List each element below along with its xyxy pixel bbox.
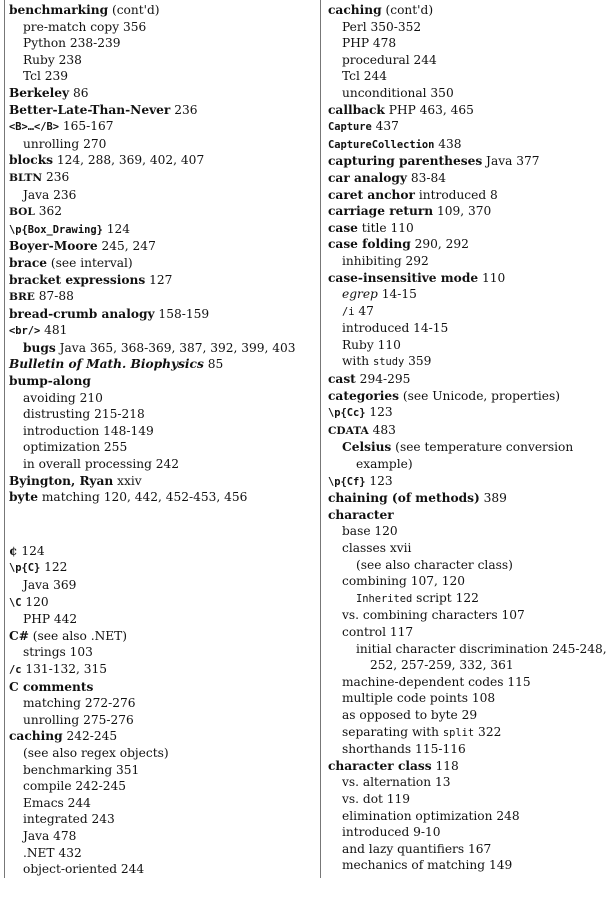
entry-term: Berkeley bbox=[9, 85, 70, 100]
index-entry bbox=[328, 371, 612, 388]
subentry-text: inhibiting 292 bbox=[342, 253, 429, 268]
subentry-text: (see also regex objects) bbox=[23, 745, 169, 760]
subentry-text: unrolling 275-276 bbox=[23, 712, 134, 727]
subentry-text: .NET 432 bbox=[23, 845, 82, 860]
entry-term-code: CaptureCollection bbox=[328, 138, 435, 151]
entry-term: CDATA bbox=[328, 424, 369, 437]
entry-term: Celsius bbox=[342, 440, 392, 455]
index-subentry bbox=[9, 68, 304, 85]
index-entry bbox=[9, 118, 304, 136]
subentry-code: /i bbox=[342, 305, 355, 318]
left-column-rule bbox=[4, 0, 5, 878]
index-subentry bbox=[328, 707, 612, 724]
entry-term: byte bbox=[9, 490, 38, 505]
index-subentry bbox=[328, 808, 612, 825]
subentry-text: Tcl 244 bbox=[342, 69, 388, 84]
entry-term-code: Capture bbox=[328, 121, 372, 134]
index-subentry bbox=[9, 795, 304, 812]
entry-locators: matching 120, 442, 452-453, 456 bbox=[38, 490, 248, 505]
index-entry bbox=[9, 169, 304, 187]
index-subentry bbox=[9, 423, 304, 440]
index-subentry bbox=[9, 745, 304, 762]
index-entry bbox=[9, 473, 304, 490]
subentry-text: control 117 bbox=[342, 624, 414, 639]
entry-term: Boyer-Moore bbox=[9, 239, 98, 254]
index-subentry bbox=[328, 573, 612, 590]
subentry-code: study bbox=[372, 356, 405, 369]
subentry-text: vs. dot 119 bbox=[342, 791, 411, 806]
entry-term: case folding bbox=[328, 237, 411, 252]
index-subentry bbox=[328, 540, 612, 557]
index-entry bbox=[9, 728, 304, 745]
entry-locators: 437 bbox=[371, 119, 399, 134]
entry-term bbox=[9, 119, 59, 133]
subentry-text: Java 478 bbox=[23, 828, 77, 843]
subentry-text: elimination optimization 248 bbox=[342, 808, 520, 823]
subentry-text: unrolling 270 bbox=[23, 136, 107, 151]
subentry-text: PHP 442 bbox=[23, 612, 78, 627]
index-subentry bbox=[9, 577, 304, 594]
entry-term: benchmarking bbox=[9, 3, 109, 17]
entry-locators: title 110 bbox=[357, 220, 414, 235]
index-subentry bbox=[328, 337, 612, 354]
entry-term: bugs bbox=[23, 340, 56, 355]
subentry-text: base 120 bbox=[342, 524, 398, 539]
entry-locators: 87-88 bbox=[34, 289, 74, 304]
index-subentry bbox=[328, 353, 612, 371]
index-entry bbox=[9, 373, 304, 390]
subentry-code: Inherited bbox=[356, 592, 413, 605]
index-subentry bbox=[9, 406, 304, 423]
entry-term-code: /c bbox=[9, 663, 22, 676]
index-subentry bbox=[9, 778, 304, 795]
index-entry bbox=[328, 388, 612, 405]
entry-locators: 122 bbox=[40, 560, 68, 575]
index-subentry bbox=[328, 19, 612, 36]
subentry-text: object-oriented 244 bbox=[23, 862, 145, 877]
index-subentry bbox=[328, 741, 612, 758]
index-subentry bbox=[328, 286, 612, 303]
entry-term: categories bbox=[328, 388, 400, 403]
entry-term bbox=[9, 560, 40, 574]
subentry-text: classes xvii bbox=[342, 541, 412, 555]
subentry-text: introduced 9-10 bbox=[342, 825, 441, 840]
index-entry bbox=[9, 306, 304, 323]
index-column-left bbox=[9, 2, 304, 878]
index-entry bbox=[328, 236, 612, 253]
index-subentry bbox=[328, 35, 612, 52]
entry-term: chaining (of methods) bbox=[328, 491, 480, 506]
section-gap bbox=[9, 506, 304, 543]
entry-term: bump-along bbox=[9, 374, 91, 389]
subentry-text: Perl 350-352 bbox=[342, 19, 422, 34]
entry-term: callback bbox=[328, 102, 385, 117]
index-subentry bbox=[9, 187, 304, 204]
index-entry bbox=[9, 340, 304, 357]
entry-locators: 165-167 bbox=[59, 119, 114, 134]
index-entry bbox=[328, 490, 612, 507]
entry-term: blocks bbox=[9, 153, 54, 168]
entry-locators: 123 bbox=[365, 405, 393, 420]
subentry-text: 14-15 bbox=[377, 287, 417, 302]
entry-term bbox=[328, 119, 372, 133]
entry-term: Byington, Ryan bbox=[9, 473, 114, 488]
index-subentry bbox=[328, 857, 612, 874]
entry-term: bread-crumb analogy bbox=[9, 306, 155, 321]
subentry-text: script 122 bbox=[412, 590, 479, 605]
index-subentry bbox=[9, 390, 304, 407]
index-column-right bbox=[328, 2, 612, 874]
index-subentry bbox=[9, 845, 304, 862]
entry-locators: (see temperature conversion example) bbox=[356, 440, 574, 472]
index-entry bbox=[9, 102, 304, 119]
index-subentry bbox=[328, 590, 612, 608]
index-entry bbox=[9, 152, 304, 169]
entry-term-code: <B>…</B> bbox=[9, 121, 60, 134]
subentry-term: egrep bbox=[342, 287, 378, 302]
subentry-text: 47 bbox=[354, 303, 374, 318]
index-subentry bbox=[9, 136, 304, 153]
index-entry bbox=[9, 238, 304, 255]
subentry-text: Java 369 bbox=[23, 578, 77, 592]
entry-term bbox=[9, 662, 22, 676]
entry-locators: (cont'd) bbox=[381, 3, 434, 17]
entry-term: Better-Late-Than-Never bbox=[9, 102, 171, 117]
index-entry bbox=[9, 628, 304, 645]
entry-term: character bbox=[328, 507, 394, 522]
subentry-text: and lazy quantifiers 167 bbox=[342, 841, 492, 856]
index-entry bbox=[328, 203, 612, 220]
index-subentry bbox=[328, 52, 612, 69]
index-entry bbox=[9, 255, 304, 272]
subentry-text: Python 238-239 bbox=[23, 36, 121, 51]
index-entry bbox=[328, 170, 612, 187]
entry-term: character class bbox=[328, 758, 432, 773]
subentry-text: optimization 255 bbox=[23, 440, 128, 455]
subentry-text: Tcl 239 bbox=[23, 69, 69, 84]
index-entry bbox=[9, 489, 304, 506]
index-entry bbox=[9, 85, 304, 102]
index-entry bbox=[9, 221, 304, 239]
index-subentry bbox=[9, 35, 304, 52]
entry-term: car analogy bbox=[328, 170, 407, 185]
index-subentry bbox=[9, 19, 304, 36]
index-entry bbox=[9, 543, 304, 560]
index-entry bbox=[328, 473, 612, 491]
index-entry bbox=[328, 153, 612, 170]
subentry-text: initial character discrimination 245-248, 252, 257-259, 332, 361 bbox=[356, 641, 607, 673]
entry-term-code: <br/> bbox=[9, 325, 41, 338]
index-subentry bbox=[328, 68, 612, 85]
entry-locators: introduced 8 bbox=[414, 187, 498, 202]
entry-term: ¢ bbox=[9, 543, 18, 558]
index-entry bbox=[9, 322, 304, 340]
entry-term: C# bbox=[9, 628, 29, 643]
subentry-text: unconditional 350 bbox=[342, 85, 454, 100]
entry-term-code: \p{C} bbox=[9, 562, 41, 575]
entry-term bbox=[9, 323, 40, 337]
entry-locators: 483 bbox=[368, 422, 396, 437]
index-subentry bbox=[328, 85, 612, 102]
subentry-text: Java 236 bbox=[23, 187, 77, 202]
index-subentry bbox=[328, 674, 612, 691]
entry-term bbox=[9, 222, 103, 236]
subentry-text: multiple code points 108 bbox=[342, 691, 496, 706]
index-subentry bbox=[328, 320, 612, 337]
index-entry bbox=[328, 404, 612, 422]
index-subentry bbox=[328, 523, 612, 540]
index-subentry bbox=[9, 644, 304, 661]
entry-term: Bulletin of Math. Biophysics bbox=[9, 357, 204, 372]
entry-term: bracket expressions bbox=[9, 272, 146, 287]
entry-locators: Java 377 bbox=[482, 154, 540, 169]
index-subentry bbox=[9, 611, 304, 628]
entry-locators: 236 bbox=[170, 102, 198, 117]
index-entry bbox=[9, 356, 304, 373]
index-entry bbox=[9, 679, 304, 696]
subentry-text: matching 272-276 bbox=[23, 696, 136, 711]
entry-locators: 294-295 bbox=[355, 372, 411, 387]
subentry-text: benchmarking 351 bbox=[23, 762, 140, 777]
entry-locators: 109, 370 bbox=[433, 204, 492, 219]
index-subentry bbox=[328, 824, 612, 841]
entry-term: caching bbox=[328, 3, 382, 17]
entry-term bbox=[328, 137, 434, 151]
index-subentry bbox=[9, 439, 304, 456]
subentry-text: in overall processing 242 bbox=[23, 457, 180, 472]
subentry-text: Ruby 238 bbox=[23, 52, 82, 67]
subentry-text: shorthands 115-116 bbox=[342, 742, 466, 757]
subentry-code: split bbox=[442, 726, 475, 739]
subentry-text: machine-dependent codes 115 bbox=[342, 674, 531, 689]
subentry-locators: 359 bbox=[404, 354, 432, 369]
index-entry bbox=[328, 136, 612, 154]
subentry-text: separating with bbox=[342, 724, 443, 739]
index-entry bbox=[328, 422, 612, 440]
index-entry bbox=[9, 559, 304, 577]
entry-locators: 120 bbox=[21, 594, 49, 609]
entry-term: case-insensitive mode bbox=[328, 270, 479, 285]
index-subentry bbox=[9, 762, 304, 779]
entry-locators: 389 bbox=[479, 491, 507, 506]
entry-term: caching bbox=[9, 729, 63, 744]
index-subentry bbox=[328, 253, 612, 270]
entry-locators: 290, 292 bbox=[410, 237, 469, 252]
subentry-text: mechanics of matching 149 bbox=[342, 858, 513, 873]
index-subentry bbox=[328, 303, 612, 321]
index-entry bbox=[328, 270, 612, 287]
subentry-text: integrated 243 bbox=[23, 812, 115, 827]
entry-locators: 124, 288, 369, 402, 407 bbox=[53, 153, 205, 168]
entry-term: caret anchor bbox=[328, 187, 415, 202]
index-subentry bbox=[9, 712, 304, 729]
index-entry bbox=[328, 187, 612, 204]
index-subentry bbox=[328, 624, 612, 641]
entry-locators: 118 bbox=[431, 758, 459, 773]
subentry-text: as opposed to byte 29 bbox=[342, 707, 478, 722]
index-entry bbox=[328, 102, 612, 119]
index-subentry bbox=[9, 695, 304, 712]
entry-locators: 83-84 bbox=[407, 170, 447, 185]
index-subentry bbox=[328, 607, 612, 624]
entry-locators: PHP 463, 465 bbox=[384, 102, 474, 117]
entry-term-code: \C bbox=[9, 596, 22, 609]
entry-locators: 158-159 bbox=[154, 306, 210, 321]
entry-term: case bbox=[328, 220, 358, 235]
subentry-text: Emacs 244 bbox=[23, 795, 91, 810]
subentry-text: procedural 244 bbox=[342, 52, 437, 67]
entry-locators: xxiv bbox=[113, 473, 142, 488]
index-subentry bbox=[328, 841, 612, 858]
subentry-text: Ruby 110 bbox=[342, 337, 401, 352]
entry-term bbox=[9, 595, 22, 609]
entry-locators: 124 bbox=[17, 543, 45, 558]
index-entry bbox=[328, 2, 612, 19]
subentry-text: avoiding 210 bbox=[23, 390, 103, 405]
index-subentry bbox=[9, 861, 304, 878]
right-column-rule bbox=[320, 0, 321, 878]
entry-term-code: \p{Cc} bbox=[328, 407, 366, 420]
entry-locators: 438 bbox=[434, 136, 462, 151]
index-entry bbox=[328, 220, 612, 237]
entry-locators: (cont'd) bbox=[108, 3, 160, 17]
index-entry bbox=[328, 758, 612, 775]
index-entry bbox=[328, 118, 612, 136]
subentry-text: with bbox=[342, 354, 373, 369]
subentry-text: distrusting 215-218 bbox=[23, 407, 145, 422]
entry-locators: 127 bbox=[145, 272, 173, 287]
index-entry bbox=[9, 203, 304, 221]
index-subentry bbox=[328, 641, 612, 674]
entry-term: capturing parentheses bbox=[328, 154, 483, 169]
entry-term: C comments bbox=[9, 679, 94, 694]
entry-locators: 124 bbox=[102, 221, 130, 236]
index-entry bbox=[9, 661, 304, 679]
subentry-text: vs. alternation 13 bbox=[342, 775, 451, 790]
index-subentry bbox=[328, 774, 612, 791]
entry-locators: 85 bbox=[203, 357, 224, 372]
index-entry bbox=[9, 2, 304, 19]
index-subentry bbox=[9, 456, 304, 473]
entry-locators: 110 bbox=[478, 270, 506, 285]
entry-locators: 362 bbox=[34, 204, 62, 219]
entry-locators: (see Unicode, properties) bbox=[399, 388, 560, 403]
entry-locators: 86 bbox=[69, 85, 89, 100]
entry-term: cast bbox=[328, 372, 356, 387]
index-subentry bbox=[328, 791, 612, 808]
subentry-text: compile 242-245 bbox=[23, 779, 127, 794]
entry-locators: Java 365, 368-369, 387, 392, 399, 403 bbox=[55, 340, 296, 355]
entry-locators: 236 bbox=[42, 169, 70, 184]
entry-locators: 131-132, 315 bbox=[21, 661, 108, 676]
entry-locators: (see interval) bbox=[47, 255, 133, 270]
subentry-locators: 322 bbox=[474, 724, 502, 739]
subentry-text: strings 103 bbox=[23, 645, 93, 660]
subentry-text: pre-match copy 356 bbox=[23, 19, 147, 34]
subentry-text: vs. combining characters 107 bbox=[342, 608, 525, 623]
index-entry bbox=[9, 288, 304, 306]
subentry-text: combining 107, 120 bbox=[342, 574, 465, 589]
entry-locators: 481 bbox=[40, 323, 68, 338]
index-entry bbox=[328, 439, 612, 472]
subentry-text: (see also character class) bbox=[356, 557, 513, 572]
entry-term: carriage return bbox=[328, 204, 434, 219]
index-entry bbox=[9, 272, 304, 289]
entry-locators: 242-245 bbox=[62, 729, 118, 744]
index-subentry bbox=[9, 828, 304, 845]
index-subentry bbox=[328, 690, 612, 707]
index-subentry bbox=[328, 724, 612, 742]
entry-term-code: \p{Cf} bbox=[328, 475, 366, 488]
entry-locators: 123 bbox=[365, 473, 393, 488]
entry-term: BLTN bbox=[9, 171, 43, 184]
entry-term bbox=[328, 405, 366, 419]
subentry-text: introduction 148-149 bbox=[23, 423, 154, 438]
subentry-text: introduced 14-15 bbox=[342, 321, 449, 336]
entry-locators: (see also .NET) bbox=[28, 628, 128, 643]
entry-term: brace bbox=[9, 255, 48, 270]
entry-locators: 245, 247 bbox=[97, 239, 156, 254]
index-subentry bbox=[328, 557, 612, 574]
index-entry bbox=[9, 594, 304, 612]
index-entry bbox=[328, 507, 612, 524]
entry-term bbox=[328, 474, 366, 488]
index-subentry bbox=[9, 811, 304, 828]
entry-term: BRE bbox=[9, 291, 35, 304]
entry-term-code: \p{Box_Drawing} bbox=[9, 223, 103, 236]
entry-term: BOL bbox=[9, 206, 35, 219]
index-subentry bbox=[9, 52, 304, 69]
subentry-text: PHP 478 bbox=[342, 36, 397, 51]
